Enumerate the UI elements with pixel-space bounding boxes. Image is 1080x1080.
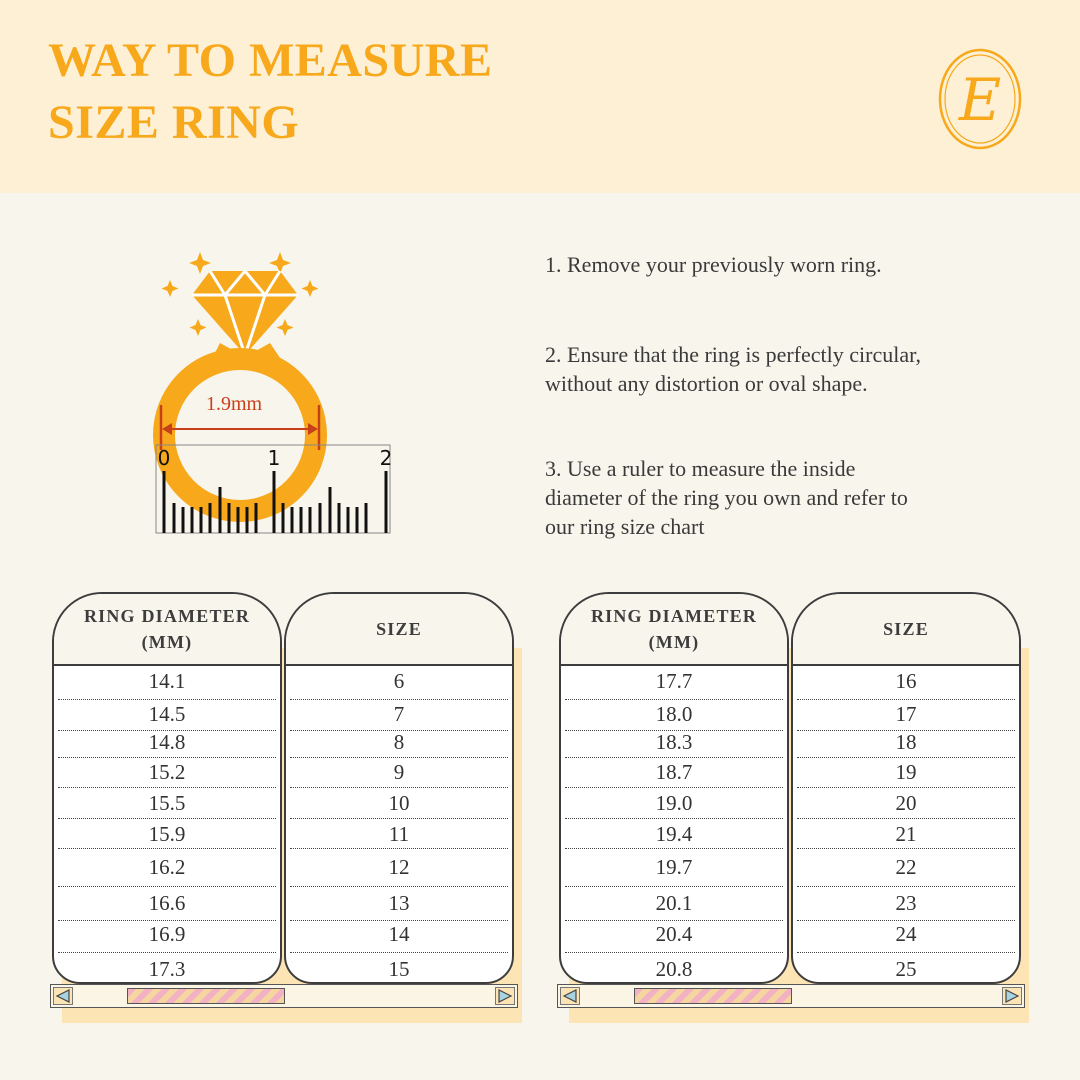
table-cell: 13 (388, 891, 410, 915)
row-divider (565, 818, 783, 819)
table-cell: 12 (388, 855, 410, 879)
row-divider (797, 757, 1015, 758)
table-cell: 10 (388, 791, 410, 815)
table-cell: 17.3 (148, 957, 186, 981)
table-cell: 19.4 (655, 822, 693, 846)
horizontal-scrollbar[interactable] (557, 984, 1025, 1008)
row-divider (565, 757, 783, 758)
arrow-right-icon (496, 988, 514, 1004)
diameter-column (52, 592, 282, 984)
table-cell: 20.4 (655, 922, 693, 946)
scroll-right-button[interactable] (1002, 987, 1022, 1005)
table-cell: 24 (895, 922, 917, 946)
logo-letter: E (958, 66, 1002, 134)
column-header: RING DIAMETER (MM) (561, 594, 787, 666)
row-divider (290, 886, 508, 887)
scroll-left-button[interactable] (560, 987, 580, 1005)
table-cell: 14.1 (148, 669, 186, 693)
table-cell: 16.6 (148, 891, 186, 915)
row-divider (565, 848, 783, 849)
header-banner (0, 0, 1080, 193)
table-cell: 19.0 (655, 791, 693, 815)
row-divider (58, 787, 276, 788)
table-cell: 18.7 (655, 760, 693, 784)
row-divider (290, 848, 508, 849)
table-cell: 15.5 (148, 791, 186, 815)
row-divider (797, 952, 1015, 953)
table-cell: 21 (895, 822, 917, 846)
row-divider (58, 730, 276, 731)
size-table-left (50, 592, 520, 1012)
row-divider (565, 730, 783, 731)
table-cell: 14 (388, 922, 410, 946)
table-cell: 19.7 (655, 855, 693, 879)
row-divider (797, 730, 1015, 731)
ring-illustration (150, 245, 400, 545)
table-cell: 19 (895, 760, 917, 784)
table-cell: 20.8 (655, 957, 693, 981)
title-line-2: SIZE RING (48, 96, 300, 149)
size-column (284, 592, 514, 984)
row-divider (290, 787, 508, 788)
row-divider (58, 886, 276, 887)
table-cell: 23 (895, 891, 917, 915)
step-2: 2. Ensure that the ring is perfectly circular, without any distortion or oval shape. (545, 342, 922, 396)
measurement-label: 1.9mm (205, 393, 263, 415)
title-line-1: WAY TO MEASURE (48, 34, 493, 87)
scroll-left-button[interactable] (53, 987, 73, 1005)
horizontal-scrollbar[interactable] (50, 984, 518, 1008)
table-cell: 16 (895, 669, 917, 693)
row-divider (290, 952, 508, 953)
row-divider (290, 818, 508, 819)
table-cell: 25 (895, 957, 917, 981)
table-cell: 15 (388, 957, 410, 981)
table-cell: 17.7 (655, 669, 693, 693)
row-divider (565, 787, 783, 788)
table-cell: 18.0 (655, 702, 693, 726)
row-divider (58, 757, 276, 758)
row-divider (797, 920, 1015, 921)
table-cell: 14.8 (148, 730, 186, 754)
ruler-label-2: 2 (379, 446, 393, 470)
row-divider (565, 952, 783, 953)
row-divider (290, 699, 508, 700)
row-divider (797, 818, 1015, 819)
row-divider (58, 699, 276, 700)
size-table-right (557, 592, 1027, 1012)
row-divider (797, 787, 1015, 788)
table-cell: 15.2 (148, 760, 186, 784)
table-cell: 16.2 (148, 855, 186, 879)
ruler-label-1: 1 (267, 446, 281, 470)
row-divider (58, 952, 276, 953)
table-cell: 18.3 (655, 730, 693, 754)
scroll-right-button[interactable] (495, 987, 515, 1005)
diameter-column (559, 592, 789, 984)
step-3: 3. Use a ruler to measure the inside diameter of the ring you own and refer to our ring size chart (545, 456, 908, 539)
table-cell: 16.9 (148, 922, 186, 946)
page-title (48, 30, 492, 154)
row-divider (58, 920, 276, 921)
table-cell: 9 (393, 760, 405, 784)
step-1: 1. Remove your previously worn ring. (545, 252, 882, 277)
ring-icon (164, 343, 316, 511)
scroll-thumb[interactable] (634, 988, 792, 1004)
row-divider (58, 848, 276, 849)
table-cell: 17 (895, 702, 917, 726)
arrow-right-icon (1003, 988, 1021, 1004)
table-cell: 18 (895, 730, 917, 754)
row-divider (290, 757, 508, 758)
row-divider (290, 730, 508, 731)
arrow-left-icon (561, 988, 579, 1004)
row-divider (797, 699, 1015, 700)
column-header: SIZE (286, 594, 512, 666)
row-divider (797, 848, 1015, 849)
table-cell: 14.5 (148, 702, 186, 726)
table-cell: 15.9 (148, 822, 186, 846)
size-column (791, 592, 1021, 984)
logo-icon (938, 48, 1022, 150)
diamond-icon (192, 271, 298, 355)
row-divider (290, 920, 508, 921)
row-divider (565, 699, 783, 700)
row-divider (58, 818, 276, 819)
row-divider (565, 920, 783, 921)
table-cell: 20 (895, 791, 917, 815)
column-header: SIZE (793, 594, 1019, 666)
column-header: RING DIAMETER (MM) (54, 594, 280, 666)
table-cell: 22 (895, 855, 917, 879)
scroll-thumb[interactable] (127, 988, 285, 1004)
row-divider (797, 886, 1015, 887)
arrow-left-icon (54, 988, 72, 1004)
ruler-label-0: 0 (157, 446, 171, 470)
table-cell: 11 (388, 822, 410, 846)
table-cell: 6 (393, 669, 405, 693)
table-cell: 20.1 (655, 891, 693, 915)
table-cell: 7 (393, 702, 405, 726)
row-divider (565, 886, 783, 887)
table-cell: 8 (393, 730, 405, 754)
